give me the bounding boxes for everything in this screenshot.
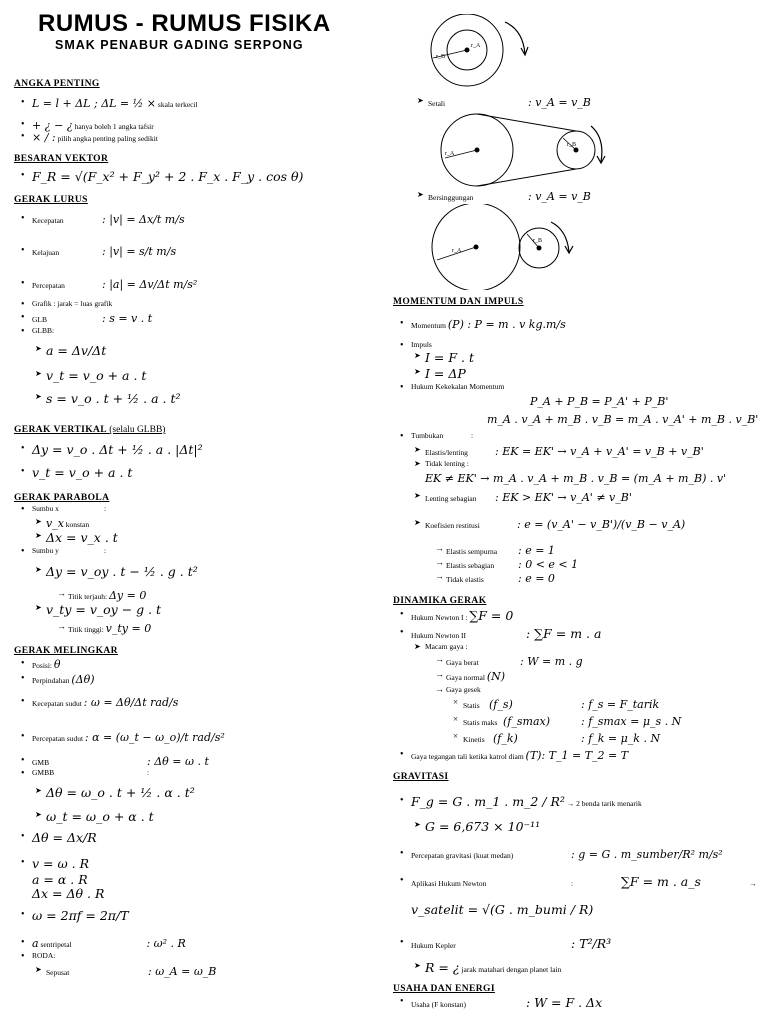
aplikasi-hukum-newton-arrow: →	[749, 879, 757, 888]
lurus-glbb-1	[46, 345, 106, 358]
hukum-kepler-math: : T²/R³	[571, 936, 612, 951]
lurus-glbb-label: GLBB:	[32, 326, 55, 335]
hukum-kepler-text: Hukum Kepler	[411, 941, 456, 950]
page-subtitle: SMAK PENABUR GADING SERPONG	[55, 38, 304, 52]
parabola-sumbu-y	[32, 547, 106, 555]
section-heading-dinamika: DINAMIKA GERAK	[393, 596, 487, 606]
parabola-dy-math: Δy = v_oy . t − ½ . g . t²	[46, 564, 198, 579]
koefisien-restitusi	[425, 519, 685, 530]
impuls	[411, 341, 432, 349]
gesek-kinetis-math-2: : f_k = μ_k . N	[581, 732, 661, 745]
gaya-gesek	[446, 686, 481, 694]
angka-rule-1	[32, 98, 198, 109]
melingkar-posisi-text: Posisi:	[32, 661, 53, 670]
melingkar-rule-dx	[32, 888, 104, 901]
kekekalan-eq-2-math: m_A . v_A + m_B . v_B = m_A . v_A' + m_B . v_B'	[487, 413, 759, 426]
bersinggungan-wheels-diagram	[423, 204, 583, 290]
melingkar-rule-a	[32, 874, 88, 887]
wheel-bersinggungan-text: Bersinggungan	[428, 193, 474, 202]
angka-rule-1-text: skala terkecil	[157, 100, 198, 109]
tumbukan-lenting-sebagian-text: Lenting sebagian	[425, 494, 477, 503]
belt-top	[477, 114, 576, 131]
parabola-sumbu-x-label: Sumbu x	[32, 504, 59, 513]
lurus-glbb-3-math: s = v_o . t + ½ . a . t²	[46, 391, 181, 406]
gesek-statis-maks-text: Statis maks	[463, 718, 498, 727]
tumbukan-tidak-lenting	[425, 460, 469, 468]
lurus-glbb	[32, 327, 54, 335]
angka-rule-2-text: hanya boleh 1 angka tafsir	[74, 122, 154, 131]
gaya-normal-math: (N)	[486, 670, 506, 683]
angka-rule-2	[32, 120, 154, 131]
melingkar-percepatan-sudut-math: : α = (ω_t − ω_o)/t rad/s²	[84, 731, 225, 744]
angka-rule-2-math: + ¿ − ¿	[32, 119, 73, 132]
hukum-kepler	[411, 938, 611, 951]
lurus-kelajuan	[32, 246, 176, 257]
parabola-sumbu-x-colon: :	[104, 504, 107, 513]
melingkar-posisi	[32, 659, 61, 670]
kepler-r-math: R = ¿	[425, 960, 460, 975]
tidak-elastis	[446, 573, 555, 584]
kecepatan-satelit-math: v_satelit = √(G . m_bumi / R)	[411, 902, 594, 917]
vertikal-rule-2-math: v_t = v_o + a . t	[32, 465, 133, 480]
melingkar-sentripetal-math: a	[32, 937, 39, 950]
newton-2	[411, 628, 601, 641]
tidak-elastis-text: Tidak elastis	[446, 575, 484, 584]
parabola-sumbu-y-colon: :	[104, 546, 107, 555]
melingkar-kecepatan-sudut	[32, 697, 178, 708]
lurus-glbb-3	[46, 393, 180, 406]
vertikal-heading-note: (selalu GLBB)	[109, 425, 166, 435]
melingkar-rule-dtheta	[32, 832, 97, 845]
melingkar-gmbb-label: GMBB	[32, 768, 55, 777]
elastis-sebagian-math: : 0 < e < 1	[518, 558, 579, 571]
label-ra-1: r_A	[471, 43, 481, 49]
tumbukan-elastis-math: : EK = EK' → v_A + v_A' = v_B + v_B'	[495, 445, 704, 458]
section-heading-besaran-vektor: BESARAN VEKTOR	[14, 154, 109, 164]
label-ra-3: r_A	[452, 248, 462, 254]
aplikasi-hukum-newton-text: Aplikasi Hukum Newton	[411, 879, 487, 888]
lurus-glbb-1-math: a = Δv/Δt	[46, 343, 107, 358]
melingkar-kecepatan-sudut-text: Kecepatan sudut	[32, 699, 82, 708]
parabola-titik-tinggi-math: v_ty = 0	[105, 622, 152, 635]
kekekalan-eq-1	[530, 396, 668, 407]
wheel-setali-text: Setali	[428, 99, 446, 108]
impuls-text: Impuls	[411, 340, 432, 349]
aplikasi-hukum-newton-colon: :	[571, 879, 574, 888]
belt-bottom	[477, 169, 576, 186]
vertikal-rule-1-math: Δy = v_o . Δt + ½ . a . |Δt|²	[32, 442, 203, 457]
hukum-kekekalan-momentum	[411, 383, 504, 391]
melingkar-sentripetal-eq: : ω² . R	[146, 937, 186, 950]
tidak-elastis-math: : e = 0	[518, 572, 555, 585]
vertikal-rule-2	[32, 467, 132, 480]
melingkar-kecepatan-sudut-math: : ω = Δθ/Δt rad/s	[83, 696, 179, 709]
lurus-percepatan	[32, 279, 197, 290]
label-rb-2: r_B	[567, 142, 576, 148]
parabola-titik-tinggi	[68, 623, 151, 634]
lurus-kecepatan-math: : |v| = Δx/t m/s	[102, 213, 185, 226]
melingkar-rule-v-math: v = ω . R	[32, 856, 90, 871]
gravitasi-fg-math: F_g = G . m_1 . m_2 / R²	[411, 794, 565, 809]
gaya-tegangan-tali-math: (T): T_1 = T_2 = T	[525, 749, 629, 762]
gravitasi-fg-text: → 2 benda tarik menarik	[566, 799, 642, 808]
gesek-kinetis	[463, 733, 660, 744]
tumbukan-tidak-lenting-eq	[425, 473, 726, 484]
melingkar-sepusat	[46, 966, 216, 977]
section-heading-gerak-melingkar: GERAK MELINGKAR	[14, 646, 118, 656]
newton-1	[411, 610, 513, 623]
gaya-normal-text: Gaya normal	[446, 673, 485, 682]
tumbukan	[411, 432, 473, 440]
parabola-sumbu-y-label: Sumbu y	[32, 546, 59, 555]
percepatan-gravitasi	[411, 849, 723, 860]
gesek-statis-maks	[463, 716, 681, 727]
gravitasi-fg	[411, 796, 642, 809]
tumbukan-tidak-lenting-text: Tidak lenting :	[425, 459, 469, 468]
section-heading-usaha-energi: USAHA DAN ENERGI	[393, 984, 495, 994]
rotation-arrow-1	[503, 18, 531, 58]
kekekalan-eq-2	[487, 414, 758, 425]
wheel-bersinggungan-math: : v_A = v_B	[528, 190, 591, 203]
wheel-bersinggungan	[428, 191, 591, 202]
melingkar-rule-dtheta-math: Δθ = Δx/R	[32, 830, 97, 845]
wheel-setali-math: : v_A = v_B	[528, 96, 591, 109]
parabola-sumbu-x	[32, 505, 106, 513]
setali-belt-diagram	[423, 108, 609, 188]
gaya-tegangan-tali-text: Gaya tegangan tali ketika katrol diam	[411, 752, 524, 761]
angka-rule-3	[32, 132, 158, 143]
macam-gaya-text: Macam gaya :	[425, 642, 468, 651]
angka-rule-3-text: pilih angka penting paling sedikit	[57, 134, 158, 143]
newton-1-math: ∑F = 0	[469, 608, 514, 623]
tumbukan-tidak-lenting-math: EK ≠ EK' → m_A . v_A + m_B . v_B = (m_A + m_B) . v'	[425, 472, 727, 485]
melingkar-gmbb-2	[46, 811, 154, 824]
parabola-dx-math: Δx = v_x . t	[46, 530, 118, 545]
kekekalan-eq-1-math: P_A + P_B = P_A' + P_B'	[530, 395, 669, 408]
melingkar-rule-omega-math: ω = 2πf = 2π/T	[32, 908, 129, 923]
lurus-glbb-2	[46, 370, 146, 383]
label-rb-3: r_B	[533, 238, 542, 244]
parabola-vx-math: v_x	[46, 517, 64, 530]
melingkar-perpindahan-math: (Δθ)	[71, 673, 95, 686]
parabola-titik-terjauh-math: Δy = 0	[108, 589, 147, 602]
gesek-kinetis-text: Kinetis	[463, 735, 485, 744]
tumbukan-colon: :	[471, 431, 474, 440]
momentum-def-math: (P) : P = m . v kg.m/s	[447, 318, 566, 331]
macam-gaya	[425, 643, 467, 651]
gravitasi-konstanta	[425, 821, 540, 834]
newton-2-text: Hukum Newton II	[411, 631, 466, 640]
gesek-statis-text: Statis	[463, 701, 480, 710]
hukum-kekekalan-text: Hukum Kekekalan Momentum	[411, 382, 505, 391]
elastis-sebagian	[446, 559, 578, 570]
parabola-dx	[46, 532, 118, 545]
melingkar-gmbb-1-math: Δθ = ω_o . t + ½ . α . t²	[46, 785, 195, 800]
tumbukan-elastis-text: Elastis/lenting	[425, 448, 468, 457]
percepatan-gravitasi-math: : g = G . m_sumber/R² m/s²	[571, 848, 723, 861]
parabola-titik-terjauh-text: Titik terjauh:	[68, 592, 108, 601]
tumbukan-lenting-sebagian-math: : EK > EK' → v_A' ≠ v_B'	[495, 491, 632, 504]
lurus-kelajuan-label: Kelajuan	[32, 248, 60, 257]
angka-rule-1-math: L = l + ΔL ; ΔL = ½ ×	[32, 97, 157, 110]
parabola-titik-terjauh	[68, 590, 146, 601]
melingkar-gmbb-1	[46, 787, 195, 800]
melingkar-gmbb-colon: :	[147, 768, 150, 777]
section-heading-gerak-lurus: GERAK LURUS	[14, 195, 88, 205]
melingkar-perpindahan-text: Perpindahan	[32, 676, 70, 685]
usaha	[411, 997, 602, 1010]
parabola-dy	[46, 566, 198, 579]
gaya-berat	[446, 656, 583, 667]
lurus-kecepatan-label: Kecepatan	[32, 216, 64, 225]
melingkar-percepatan-sudut	[32, 732, 225, 743]
lurus-grafik-text: Grafik : jarak = luas grafik	[32, 299, 113, 308]
melingkar-gmbb-2-math: ω_t = ω_o + α . t	[46, 809, 154, 824]
gesek-statis-math-1: (f_s)	[489, 698, 513, 711]
melingkar-sentripetal-text: sentripetal	[40, 940, 72, 949]
melingkar-sentripetal	[32, 938, 186, 949]
gravitasi-konstanta-math: G = 6,673 × 10⁻¹¹	[425, 819, 541, 834]
parabola-vty-math: v_ty = v_oy − g . t	[46, 602, 162, 617]
gaya-normal	[446, 671, 505, 682]
gesek-kinetis-math-1: (f_k)	[493, 732, 518, 745]
parabola-vx-text: konstan	[65, 520, 90, 529]
melingkar-gmbb	[32, 769, 149, 777]
melingkar-percepatan-sudut-text: Percepatan sudut	[32, 734, 84, 743]
elastis-sebagian-text: Elastis sebagian	[446, 561, 495, 570]
impuls-1-math: I = F . t	[425, 350, 474, 365]
lurus-percepatan-label: Percepatan	[32, 281, 65, 290]
melingkar-perpindahan	[32, 674, 95, 685]
section-heading-gerak-vertikal	[14, 425, 165, 435]
aplikasi-hukum-newton-math: ∑F = m . a_s	[621, 874, 701, 889]
angka-rule-3-math: × / :	[32, 131, 56, 144]
tumbukan-elastis	[425, 446, 704, 457]
momentum-def-text: Momentum	[411, 321, 446, 330]
parabola-titik-tinggi-text: Titik tinggi:	[68, 625, 104, 634]
melingkar-gmb	[32, 756, 209, 767]
vertikal-rule-1	[32, 444, 203, 457]
melingkar-posisi-math: θ	[53, 658, 61, 671]
gaya-gesek-text: Gaya gesek	[446, 685, 481, 694]
impuls-2-math: I = ΔP	[425, 366, 466, 381]
melingkar-gmb-label: GMB	[32, 758, 50, 767]
lurus-kelajuan-math: : |v| = s/t m/s	[102, 245, 177, 258]
parabola-vx-konstan	[46, 518, 89, 529]
kecepatan-satelit	[411, 904, 593, 917]
lurus-grafik	[32, 300, 112, 308]
aplikasi-hukum-newton	[411, 876, 757, 889]
gaya-tegangan-tali	[411, 750, 628, 761]
tumbukan-lenting-sebagian	[425, 492, 632, 503]
gesek-statis-maks-math-2: : f_smax = μ_s . N	[581, 715, 682, 728]
lurus-glb	[32, 313, 152, 324]
impuls-2	[425, 368, 466, 381]
lurus-glbb-2-math: v_t = v_o + a . t	[46, 368, 147, 383]
label-ra-2: r_A	[445, 151, 455, 157]
momentum-def	[411, 319, 566, 330]
melingkar-roda	[32, 952, 55, 960]
usaha-math: : W = F . Δx	[526, 995, 603, 1010]
section-heading-gravitasi: GRAVITASI	[393, 772, 449, 782]
impuls-1	[425, 352, 474, 365]
vektor-resultant	[32, 171, 303, 184]
vektor-resultant-math: F_R = √(F_x² + F_y² + 2 . F_x . F_y . cos θ)	[32, 169, 304, 184]
tumbukan-text: Tumbukan	[411, 431, 444, 440]
melingkar-sepusat-text: Sepusat	[46, 968, 70, 977]
wheel-setali	[428, 97, 591, 108]
kepler-r	[425, 962, 561, 975]
lurus-glb-label: GLB	[32, 315, 47, 324]
koefisien-restitusi-math: : e = (v_A' − v_B')/(v_B − v_A)	[517, 518, 686, 531]
lurus-glb-math: : s = v . t	[102, 312, 153, 325]
newton-2-math: : ∑F = m . a	[526, 626, 602, 641]
gesek-statis	[463, 699, 659, 710]
gesek-statis-math-2: : f_s = F_tarik	[581, 698, 660, 711]
section-heading-momentum: MOMENTUM DAN IMPULS	[393, 297, 524, 307]
section-heading-gerak-parabola: GERAK PARABOLA	[14, 493, 110, 503]
section-heading-angka-penting: ANGKA PENTING	[14, 79, 100, 89]
lurus-kecepatan	[32, 214, 185, 225]
melingkar-gmb-math: : Δθ = ω . t	[147, 755, 209, 768]
vertikal-heading-text: GERAK VERTIKAL	[14, 425, 107, 435]
label-rb-1: r_B	[436, 54, 445, 60]
melingkar-rule-v	[32, 858, 89, 871]
elastis-sempurna	[446, 545, 555, 556]
koefisien-restitusi-text: Koefisien restitusi	[425, 521, 480, 530]
page-title: RUMUS - RUMUS FISIKA	[38, 10, 331, 37]
melingkar-sepusat-math: : ω_A = ω_B	[148, 965, 217, 978]
melingkar-rule-dx-math: Δx = Δθ . R	[32, 886, 105, 901]
usaha-text: Usaha (F konstan)	[411, 1000, 466, 1009]
elastis-sempurna-text: Elastis sempurna	[446, 547, 498, 556]
parabola-vty	[46, 604, 161, 617]
gaya-berat-text: Gaya berat	[446, 658, 479, 667]
elastis-sempurna-math: : e = 1	[518, 544, 555, 557]
gesek-statis-maks-math-1: (f_smax)	[503, 715, 550, 728]
newton-1-text: Hukum Newton I :	[411, 613, 468, 622]
melingkar-rule-a-math: a = α . R	[32, 872, 88, 887]
lurus-percepatan-math: : |a| = Δv/Δt m/s²	[102, 278, 198, 291]
kepler-r-text: jarak matahari dengan planet lain	[461, 965, 562, 974]
melingkar-roda-label: RODA:	[32, 951, 56, 960]
gaya-berat-math: : W = m . g	[520, 655, 583, 668]
percepatan-gravitasi-text: Percepatan gravitasi (kuat medan)	[411, 851, 514, 860]
melingkar-rule-omega	[32, 910, 129, 923]
